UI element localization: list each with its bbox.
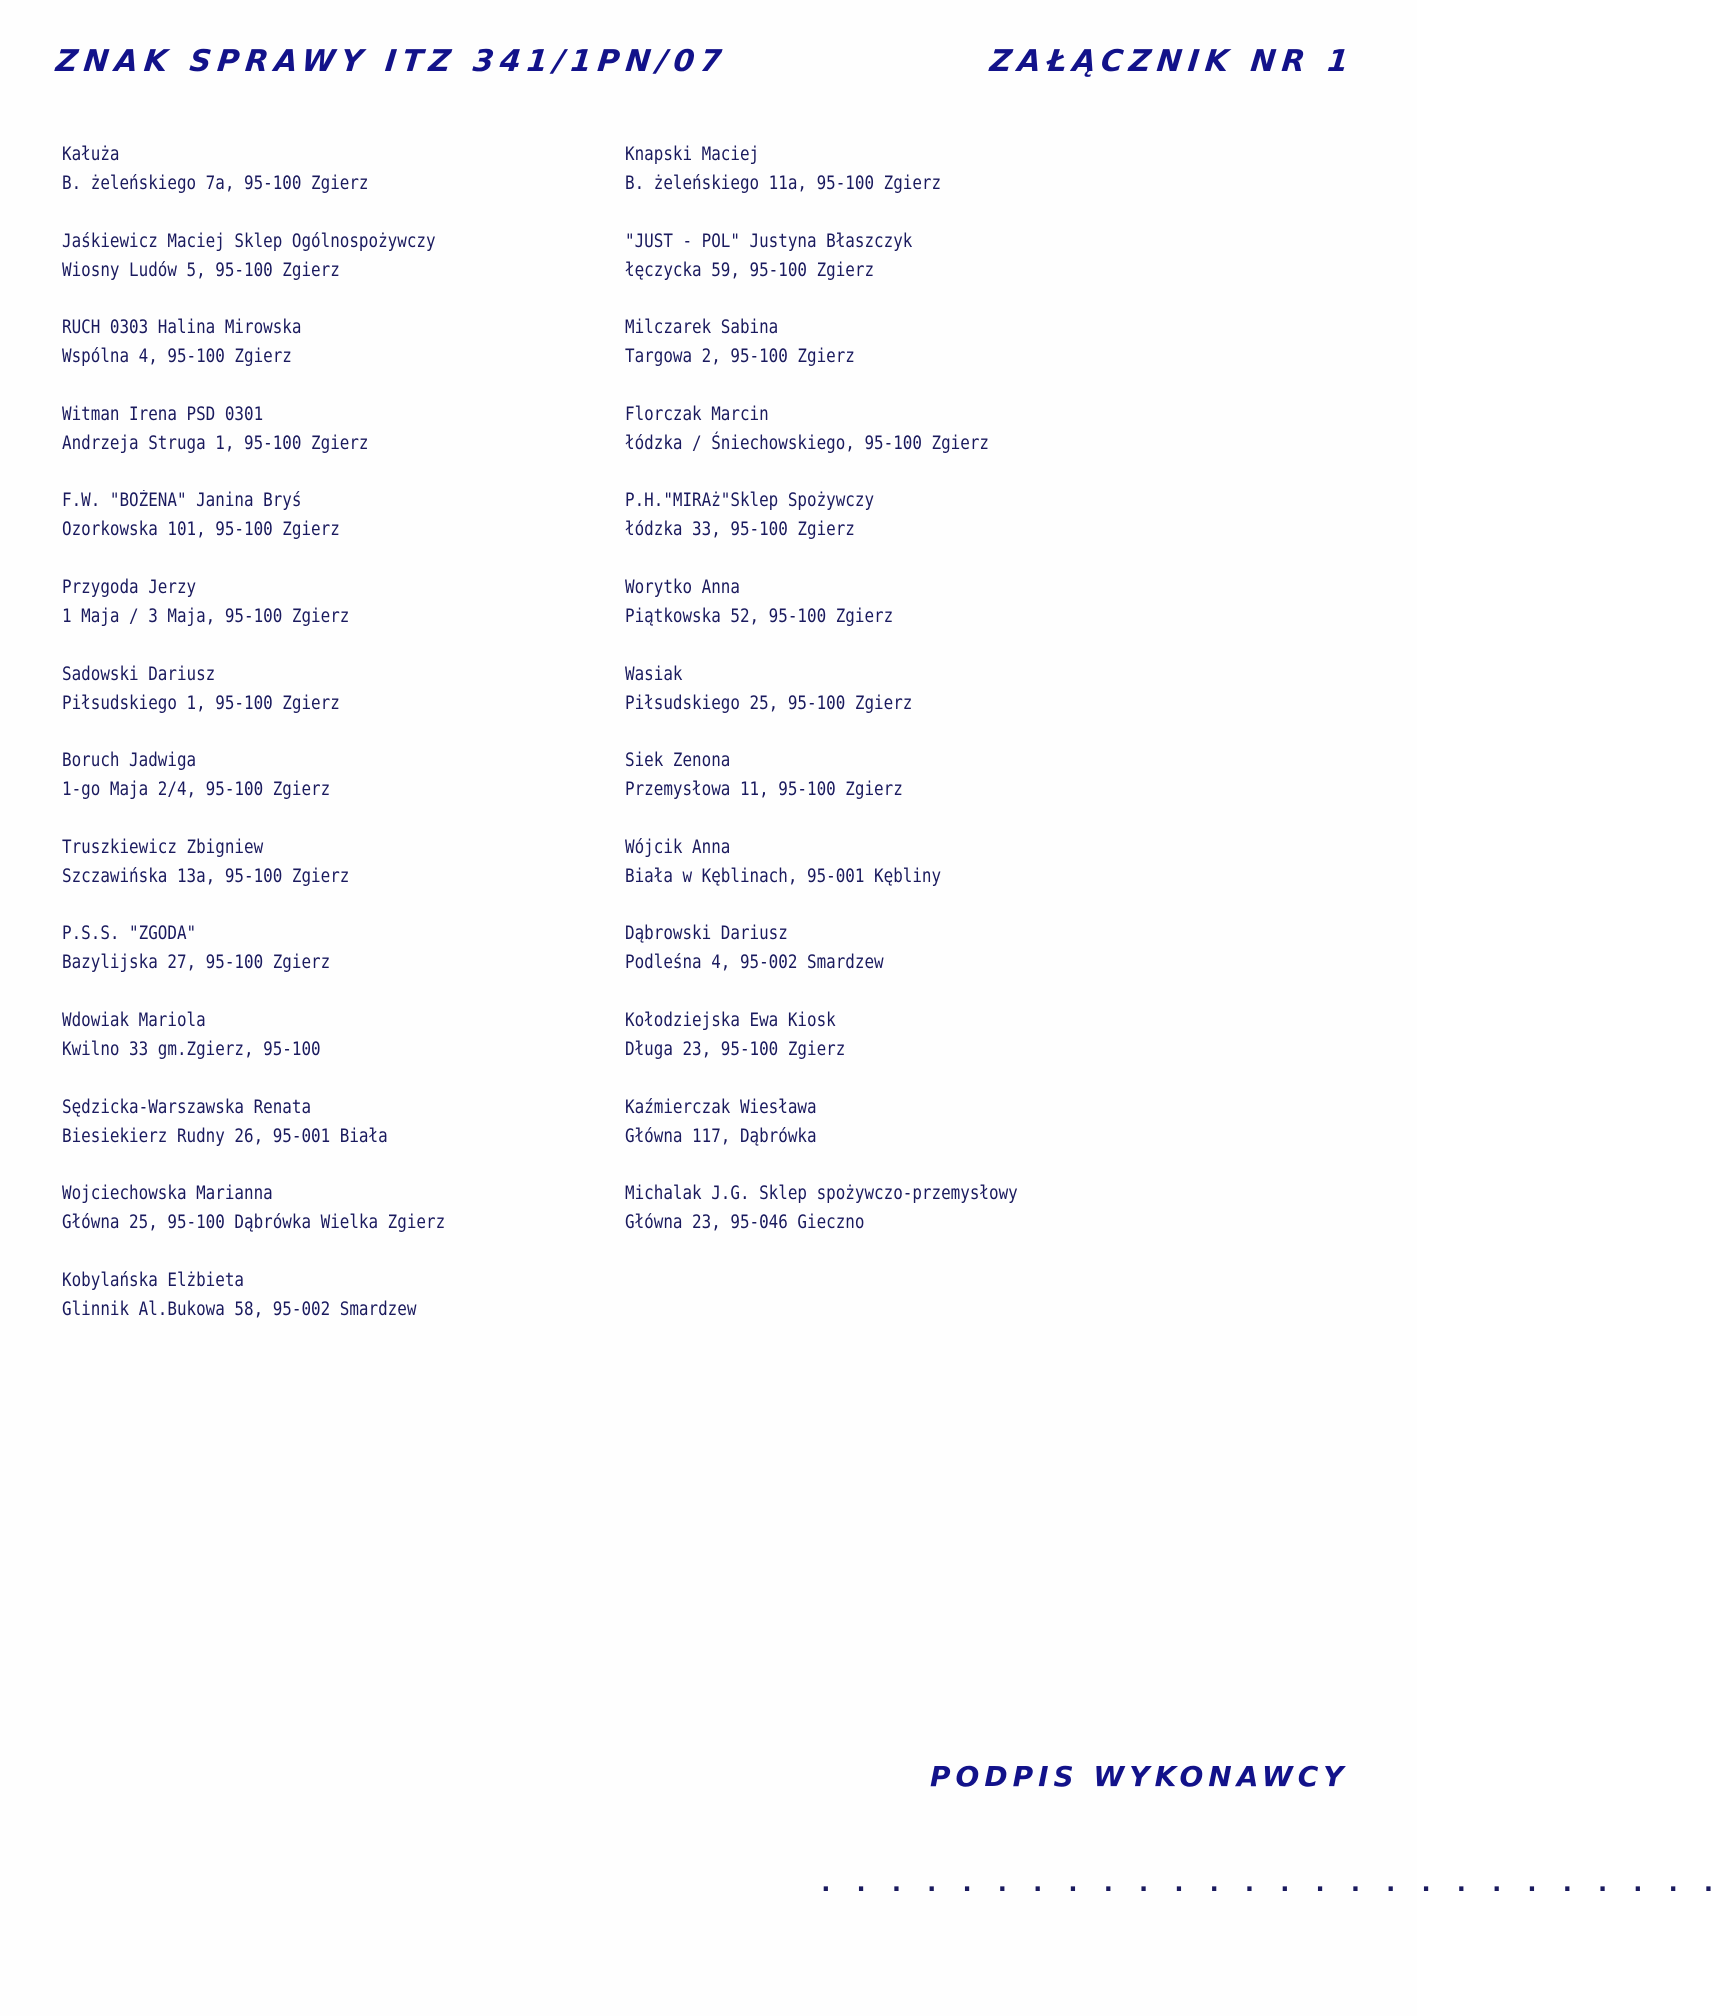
list-item (62, 1179, 544, 1266)
entry-name: F.W. "BOŻENA" Janina Bryś (62, 490, 302, 512)
list-item (62, 1006, 544, 1093)
entry-address: Piłsudskiego 25, 95-100 Zgierz (625, 692, 913, 714)
entry-name: Siek Zenona (625, 750, 731, 772)
entry-name: Dąbrowski Dariusz (625, 923, 788, 945)
list-item (625, 660, 1107, 747)
entry-name: "JUST - POL" Justyna Błaszczyk (625, 230, 913, 252)
entry-name: Florczak Marcin (625, 403, 769, 425)
entry-address: Kwilno 33 gm.Zgierz, 95-100 (62, 1038, 321, 1060)
entry-name: Michalak J.G. Sklep spożywczo-przemysłowy (625, 1183, 1018, 1205)
entry-address: 1-go Maja 2/4, 95-100 Zgierz (62, 779, 331, 801)
list-item (62, 573, 544, 660)
signature-label: PODPIS WYKONAWCY (930, 1760, 1349, 1793)
entry-address: Andrzeja Struga 1, 95-100 Zgierz (62, 432, 369, 454)
entry-address: łódzka 33, 95-100 Zgierz (625, 519, 855, 541)
entry-name: Wójcik Anna (625, 836, 731, 858)
entry-name: Sadowski Dariusz (62, 663, 216, 685)
entry-address: Wiosny Ludów 5, 95-100 Zgierz (62, 259, 340, 281)
entry-address: B. żeleńskiego 7a, 95-100 Zgierz (62, 173, 369, 194)
entry-address: Główna 23, 95-046 Gieczno (625, 1212, 865, 1234)
annex-label: ZAŁĄCZNIK NR 1 (988, 44, 1357, 79)
list-item (625, 227, 1107, 314)
signature-line: . . . . . . . . . . . . . . . . . . . . . . . . . . (818, 1868, 1718, 1898)
entry-name: Wasiak (625, 663, 683, 685)
entry-address: łódzka / Śniechowskiego, 95-100 Zgierz (625, 432, 989, 454)
list-item (625, 313, 1107, 400)
entry-address: Glinnik Al.Bukowa 58, 95-002 Smardzew (62, 1298, 417, 1320)
list-item (62, 486, 544, 573)
entry-name: RUCH 0303 Halina Mirowska (62, 317, 302, 339)
entry-name: Przygoda Jerzy (62, 576, 197, 598)
entry-address: Szczawińska 13a, 95-100 Zgierz (62, 865, 350, 887)
entry-address: Piłsudskiego 1, 95-100 Zgierz (62, 692, 340, 714)
entry-name: Boruch Jadwiga (62, 750, 197, 772)
entry-address: Ozorkowska 101, 95-100 Zgierz (62, 519, 340, 541)
list-item (62, 1266, 544, 1353)
entry-address: łęczycka 59, 95-100 Zgierz (625, 259, 875, 281)
entry-address: Targowa 2, 95-100 Zgierz (625, 346, 855, 368)
entry-name: Knapski Maciej (625, 144, 760, 165)
entry-address: Biała w Kęblinach, 95-001 Kębliny (625, 865, 942, 887)
entry-name: Kałuża (62, 144, 120, 165)
entry-name: Kobylańska Elżbieta (62, 1269, 244, 1291)
list-item (625, 746, 1107, 833)
address-list-left (62, 140, 622, 1352)
list-item (62, 660, 544, 747)
entry-name: Jaśkiewicz Maciej Sklep Ogólnospożywczy (62, 230, 436, 252)
list-item (62, 746, 544, 833)
list-item (625, 400, 1107, 487)
list-item (625, 573, 1107, 660)
entry-name: Truszkiewicz Zbigniew (62, 836, 264, 858)
list-item (62, 400, 544, 487)
entry-address: 1 Maja / 3 Maja, 95-100 Zgierz (62, 605, 350, 627)
entry-name: Wdowiak Mariola (62, 1009, 206, 1031)
entry-address: B. żeleńskiego 11a, 95-100 Zgierz (625, 173, 942, 194)
entry-address: Piątkowska 52, 95-100 Zgierz (625, 605, 894, 627)
list-item (625, 833, 1107, 920)
entry-address: Długa 23, 95-100 Zgierz (625, 1038, 846, 1060)
list-item (625, 486, 1107, 573)
entry-address: Bazylijska 27, 95-100 Zgierz (62, 952, 331, 974)
entry-address: Podleśna 4, 95-002 Smardzew (625, 952, 884, 974)
entry-name: Kołodziejska Ewa Kiosk (625, 1009, 836, 1031)
list-item (62, 227, 544, 314)
entry-address: Wspólna 4, 95-100 Zgierz (62, 346, 292, 368)
entry-name: Witman Irena PSD 0301 (62, 403, 264, 425)
entry-name: Milczarek Sabina (625, 317, 779, 339)
entry-address: Główna 25, 95-100 Dąbrówka Wielka Zgierz (62, 1212, 446, 1234)
entry-name: Wojciechowska Marianna (62, 1183, 273, 1205)
list-item (62, 919, 544, 1006)
list-item (62, 833, 544, 920)
list-item (625, 1006, 1107, 1093)
case-reference: ZNAK SPRAWY ITZ 341/1PN/07 (54, 44, 730, 79)
list-item (62, 1093, 544, 1180)
entry-name: Sędzicka-Warszawska Renata (62, 1096, 312, 1118)
list-item (62, 140, 544, 227)
list-item (625, 919, 1107, 1006)
list-item (62, 313, 544, 400)
list-item (625, 1093, 1107, 1180)
entry-name: Kaźmierczak Wiesława (625, 1096, 817, 1118)
entry-name: Worytko Anna (625, 576, 740, 598)
entry-address: Przemysłowa 11, 95-100 Zgierz (625, 779, 903, 801)
entry-address: Główna 117, Dąbrówka (625, 1125, 817, 1147)
address-list-right (625, 140, 1185, 1266)
list-item (625, 140, 1107, 227)
list-item (625, 1179, 1107, 1266)
entry-address: Biesiekierz Rudny 26, 95-001 Biała (62, 1125, 388, 1147)
entry-name: P.H."MIRAż"Sklep Spożywczy (625, 490, 875, 512)
entry-name: P.S.S. "ZGODA" (62, 923, 197, 945)
